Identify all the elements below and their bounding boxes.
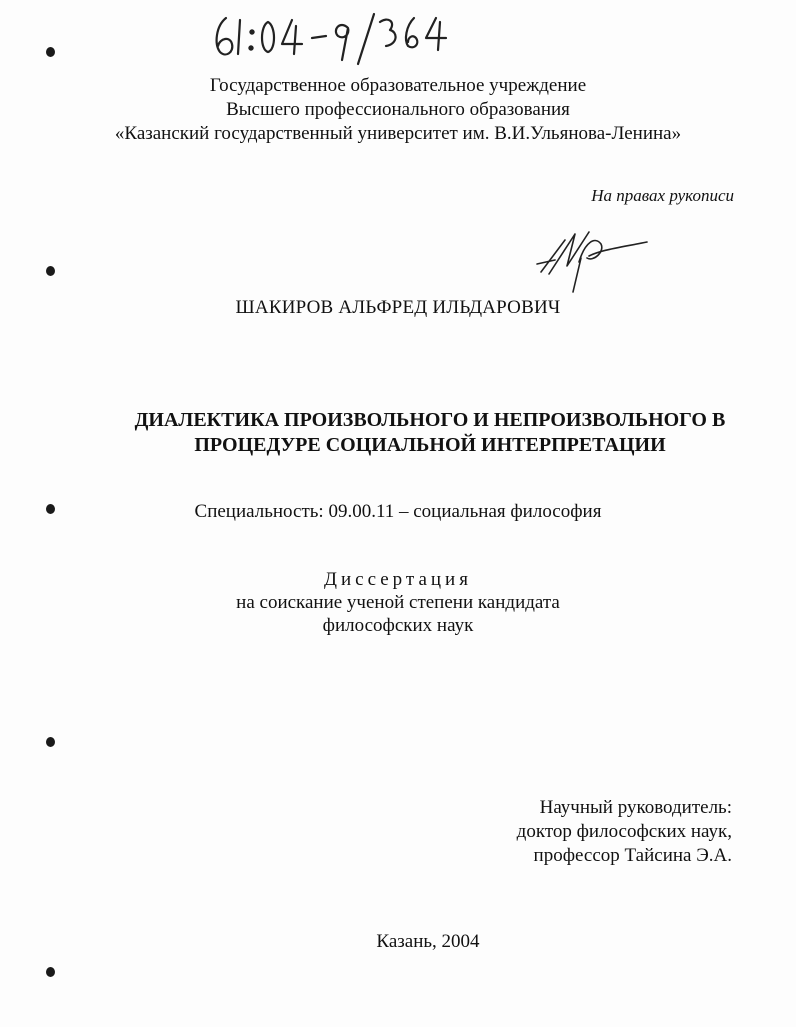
dissertation-title [70,408,790,458]
institution-line-2: Высшего профессионального образования [226,99,570,120]
supervisor-degree: доктор философских наук, [516,821,732,842]
institution-line-1: Государственное образовательное учреждение [209,75,587,96]
institution-header [0,74,796,146]
institution-line-3: «Казанский государственный университет им. В.И.Ульянова-Ленина» [114,123,682,144]
supervisor-block [517,796,732,868]
archive-number-handwritten [208,8,448,68]
binder-hole [46,47,55,57]
binder-hole [46,266,55,276]
dissertation-field-line: философских наук [322,615,474,636]
dissertation-type [0,568,796,637]
supervisor-label: Научный руководитель: [539,797,732,818]
title-line-1: ДИАЛЕКТИКА ПРОИЗВОЛЬНОГО И НЕПРОИЗВОЛЬНОГО В [134,409,726,431]
dissertation-degree-line: на соискание ученой степени кандидата [236,592,560,613]
specialty: Специальность: 09.00.11 – социальная философия [194,501,602,522]
city-year: Казань, 2004 [376,931,480,952]
manuscript-note: На правах рукописи [591,186,734,205]
signature [535,222,660,294]
binder-hole [46,967,55,977]
binder-hole [46,737,55,747]
title-line-2: ПРОЦЕДУРЕ СОЦИАЛЬНОЙ ИНТЕРПРЕТАЦИИ [194,434,666,456]
dissertation-type-label: Диссертация [324,569,472,590]
supervisor-name: профессор Тайсина Э.А. [533,845,732,866]
author-name: ШАКИРОВ АЛЬФРЕД ИЛЬДАРОВИЧ [235,297,561,318]
